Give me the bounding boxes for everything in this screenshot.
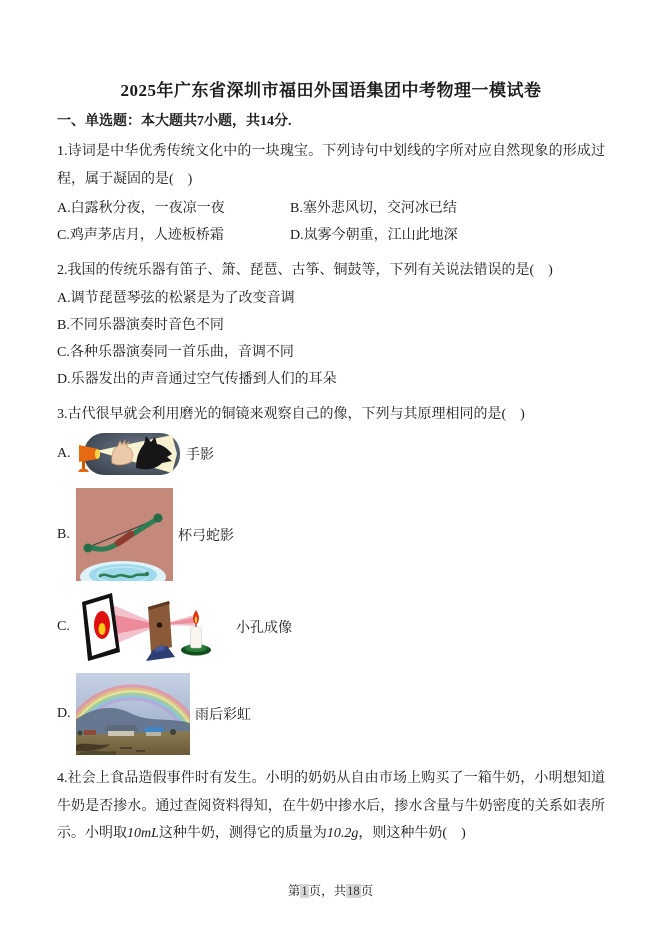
q3-option-a xyxy=(57,432,605,476)
q3-option-d-caption: 雨后彩虹 xyxy=(195,708,251,723)
q2-option-a: A.调节琵琶琴弦的松紧是为了改变音调 xyxy=(57,290,295,306)
q3-option-b-letter: B. xyxy=(57,526,70,542)
q3-option-a-caption: 手影 xyxy=(186,448,214,463)
image-screen xyxy=(82,593,120,661)
footer-suffix: 页 xyxy=(360,884,374,898)
q3-option-c-letter: C. xyxy=(57,618,70,634)
q3-option-d-letter: D. xyxy=(57,706,71,721)
q2-option-c: C.各种乐器演奏同一首乐曲，音调不同 xyxy=(57,344,294,360)
q4-mass-value: 10.2g xyxy=(326,826,359,841)
q3-option-b xyxy=(57,488,605,581)
footer-total-pages: 18 xyxy=(347,884,360,898)
footer-separator: 页，共 xyxy=(308,884,347,898)
q3-option-b-caption: 杯弓蛇影 xyxy=(178,528,234,544)
page-footer xyxy=(0,881,661,899)
q3-option-a-letter: A. xyxy=(57,446,71,461)
q1-option-d: D.岚雾今朝重，江山此地深 xyxy=(290,228,458,243)
q3-option-c xyxy=(57,590,605,663)
q1-option-b: B.塞外悲风切，交河冰已结 xyxy=(290,201,457,216)
q3-option-d xyxy=(57,673,605,755)
footer-prefix: 第 xyxy=(287,884,301,898)
q2-option-b: B.不同乐器演奏时音色不同 xyxy=(57,317,224,333)
section-heading: 一、单选题：本大题共7小题，共14分. xyxy=(57,114,292,129)
candle xyxy=(181,610,211,656)
q3-option-c-caption: 小孔成像 xyxy=(236,620,292,636)
question-1-stem: 1.诗词是中华优秀传统文化中的一块瑰宝。下列诗句中划线的字所对应自然现象的形成过程，属于凝固的是( ) xyxy=(57,144,605,187)
question-4-stem xyxy=(57,765,605,848)
pinhole-board xyxy=(146,601,175,661)
q4-text-part1: 4.社会上食品造假事件时有发生。小明的奶奶从自由市场上购买了一箱牛奶，小明想知道牛奶是否掺水。通过查阅资料得知，在牛奶中掺水后，掺水含量与牛奶密度的关系如表所示。小明取 xyxy=(57,771,605,841)
q1-option-a: A.白露秋分夜，一夜凉一夜 xyxy=(57,201,225,216)
q4-text-part2: 这种牛奶，测得它的质量为 xyxy=(158,826,327,841)
q4-volume-value: 10mL xyxy=(127,826,159,841)
question-1-options xyxy=(57,195,605,249)
pinhole-imaging-illustration xyxy=(76,590,231,663)
question-2-stem: 2.我国的传统乐器有笛子、箫、琵琶、古筝、铜鼓等，下列有关说法错误的是( ) xyxy=(57,263,553,278)
bow-snake-cup-illustration xyxy=(76,488,173,581)
footer-page-number: 1 xyxy=(301,884,308,898)
q1-option-c: C.鸡声茅店月，人迹板桥霜 xyxy=(57,228,224,243)
question-3-stem: 3.古代很早就会利用磨光的铜镜来观察自己的像，下列与其原理相同的是( ) xyxy=(57,406,525,422)
hand-shadow-illustration xyxy=(76,432,181,476)
q4-text-part3: ，则这种牛奶( ) xyxy=(358,826,466,841)
page-title: 2025年广东省深圳市福田外国语集团中考物理一模试卷 xyxy=(120,81,542,100)
question-2-options xyxy=(57,285,605,393)
q2-option-d: D.乐器发出的声音通过空气传播到人们的耳朵 xyxy=(57,371,337,387)
rainbow-photo xyxy=(76,673,190,755)
